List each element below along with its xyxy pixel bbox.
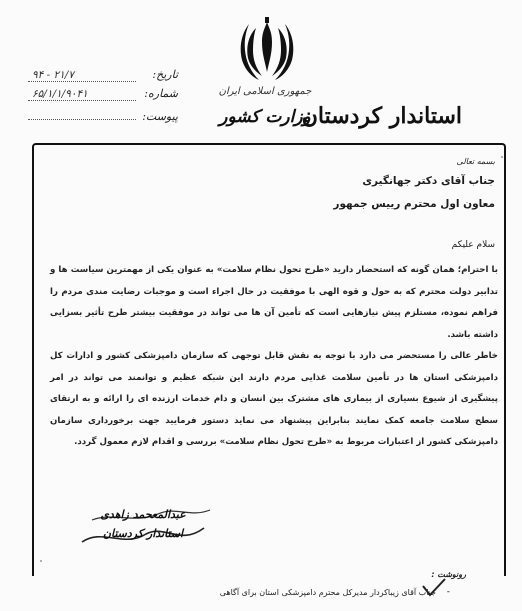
signature-block bbox=[88, 505, 198, 543]
ministry-text: وزارت کشور bbox=[219, 107, 311, 127]
recipient-line-2: معاون اول محترم رییس جمهور bbox=[333, 198, 495, 210]
attachment-value bbox=[28, 106, 136, 120]
number-row bbox=[28, 87, 178, 106]
scan-speck bbox=[501, 156, 503, 158]
number-label: شماره: bbox=[144, 87, 178, 100]
recipient-line-1: جناب آقای دکتر جهانگیری bbox=[362, 175, 495, 187]
copy-recipient: جناب آقای زیباکردار مدیرکل محترم دامپزشکی استان برای آگاهی bbox=[219, 588, 436, 597]
greeting: سلام علیکم bbox=[451, 240, 495, 250]
iran-emblem-icon bbox=[238, 14, 296, 84]
paragraph-2: خاطر عالی را مستحضر می دارد با توجه به نقش قابل توجهی که سازمان دامپزشکی کشور و ادارات کل دامپزشکی استان ها در تأمین سلامت غذایی مردم دارند این شبکه عظیم و توانمند می تواند در امر پیشگیری از شیوع بسیاری از بیماری های مشترک بین انسان و دام خدمات ارزنده ای را ارائه و به ارتقای سطح سلامت جامعه کمک نمایند بنابراین پیشنهاد می نماید دستور فرمایید جهت برخورداری سازمان دامپزشکی کشور از اعتبارات مربوط به «طرح تحول نظام سلامت» بررسی و اقدام لازم معمول گردد. bbox=[50, 351, 498, 447]
date-value: ۹۴ - ۲۱/۷ bbox=[28, 68, 136, 82]
date-label: تاریخ: bbox=[152, 68, 178, 81]
signature-name: عبدالمعحمد زاهدی bbox=[100, 508, 186, 521]
date-row bbox=[28, 68, 178, 87]
attachment-label: پیوست: bbox=[142, 110, 178, 123]
copy-label: رونوشت : bbox=[431, 570, 466, 579]
scan-speck bbox=[40, 560, 42, 562]
letter-meta bbox=[28, 68, 178, 125]
republic-text: جمهوری اسلامی ایران bbox=[218, 86, 312, 97]
number-value: ۶۵/۱/۱/۹۰۴۱ bbox=[28, 87, 136, 101]
office-title: استاندار کردستان bbox=[301, 103, 462, 129]
paragraph-1: با احترام؛ همان گونه که استحضار دارید «طرح تحول نظام سلامت» به عنوان یکی از مهمترین سیاست ها و تدابیر دولت محترم که به حول و قوه الهی با موفقیت در حال اجراء است و موجبات رضایت مندی مردم را فراهم نموده، مستلزم پیش نیازهایی است که تأمین آن ها می تواند در موفقیت بیشتر طرح تأثیر بسزایی داشته باشد. bbox=[50, 265, 498, 340]
bismillah: بسمه تعالی bbox=[456, 157, 495, 166]
copy-dash: - bbox=[446, 587, 450, 597]
check-mark-icon bbox=[420, 576, 448, 598]
signature-title: استاندار کردستان bbox=[102, 527, 184, 540]
attachment-row bbox=[28, 106, 178, 125]
